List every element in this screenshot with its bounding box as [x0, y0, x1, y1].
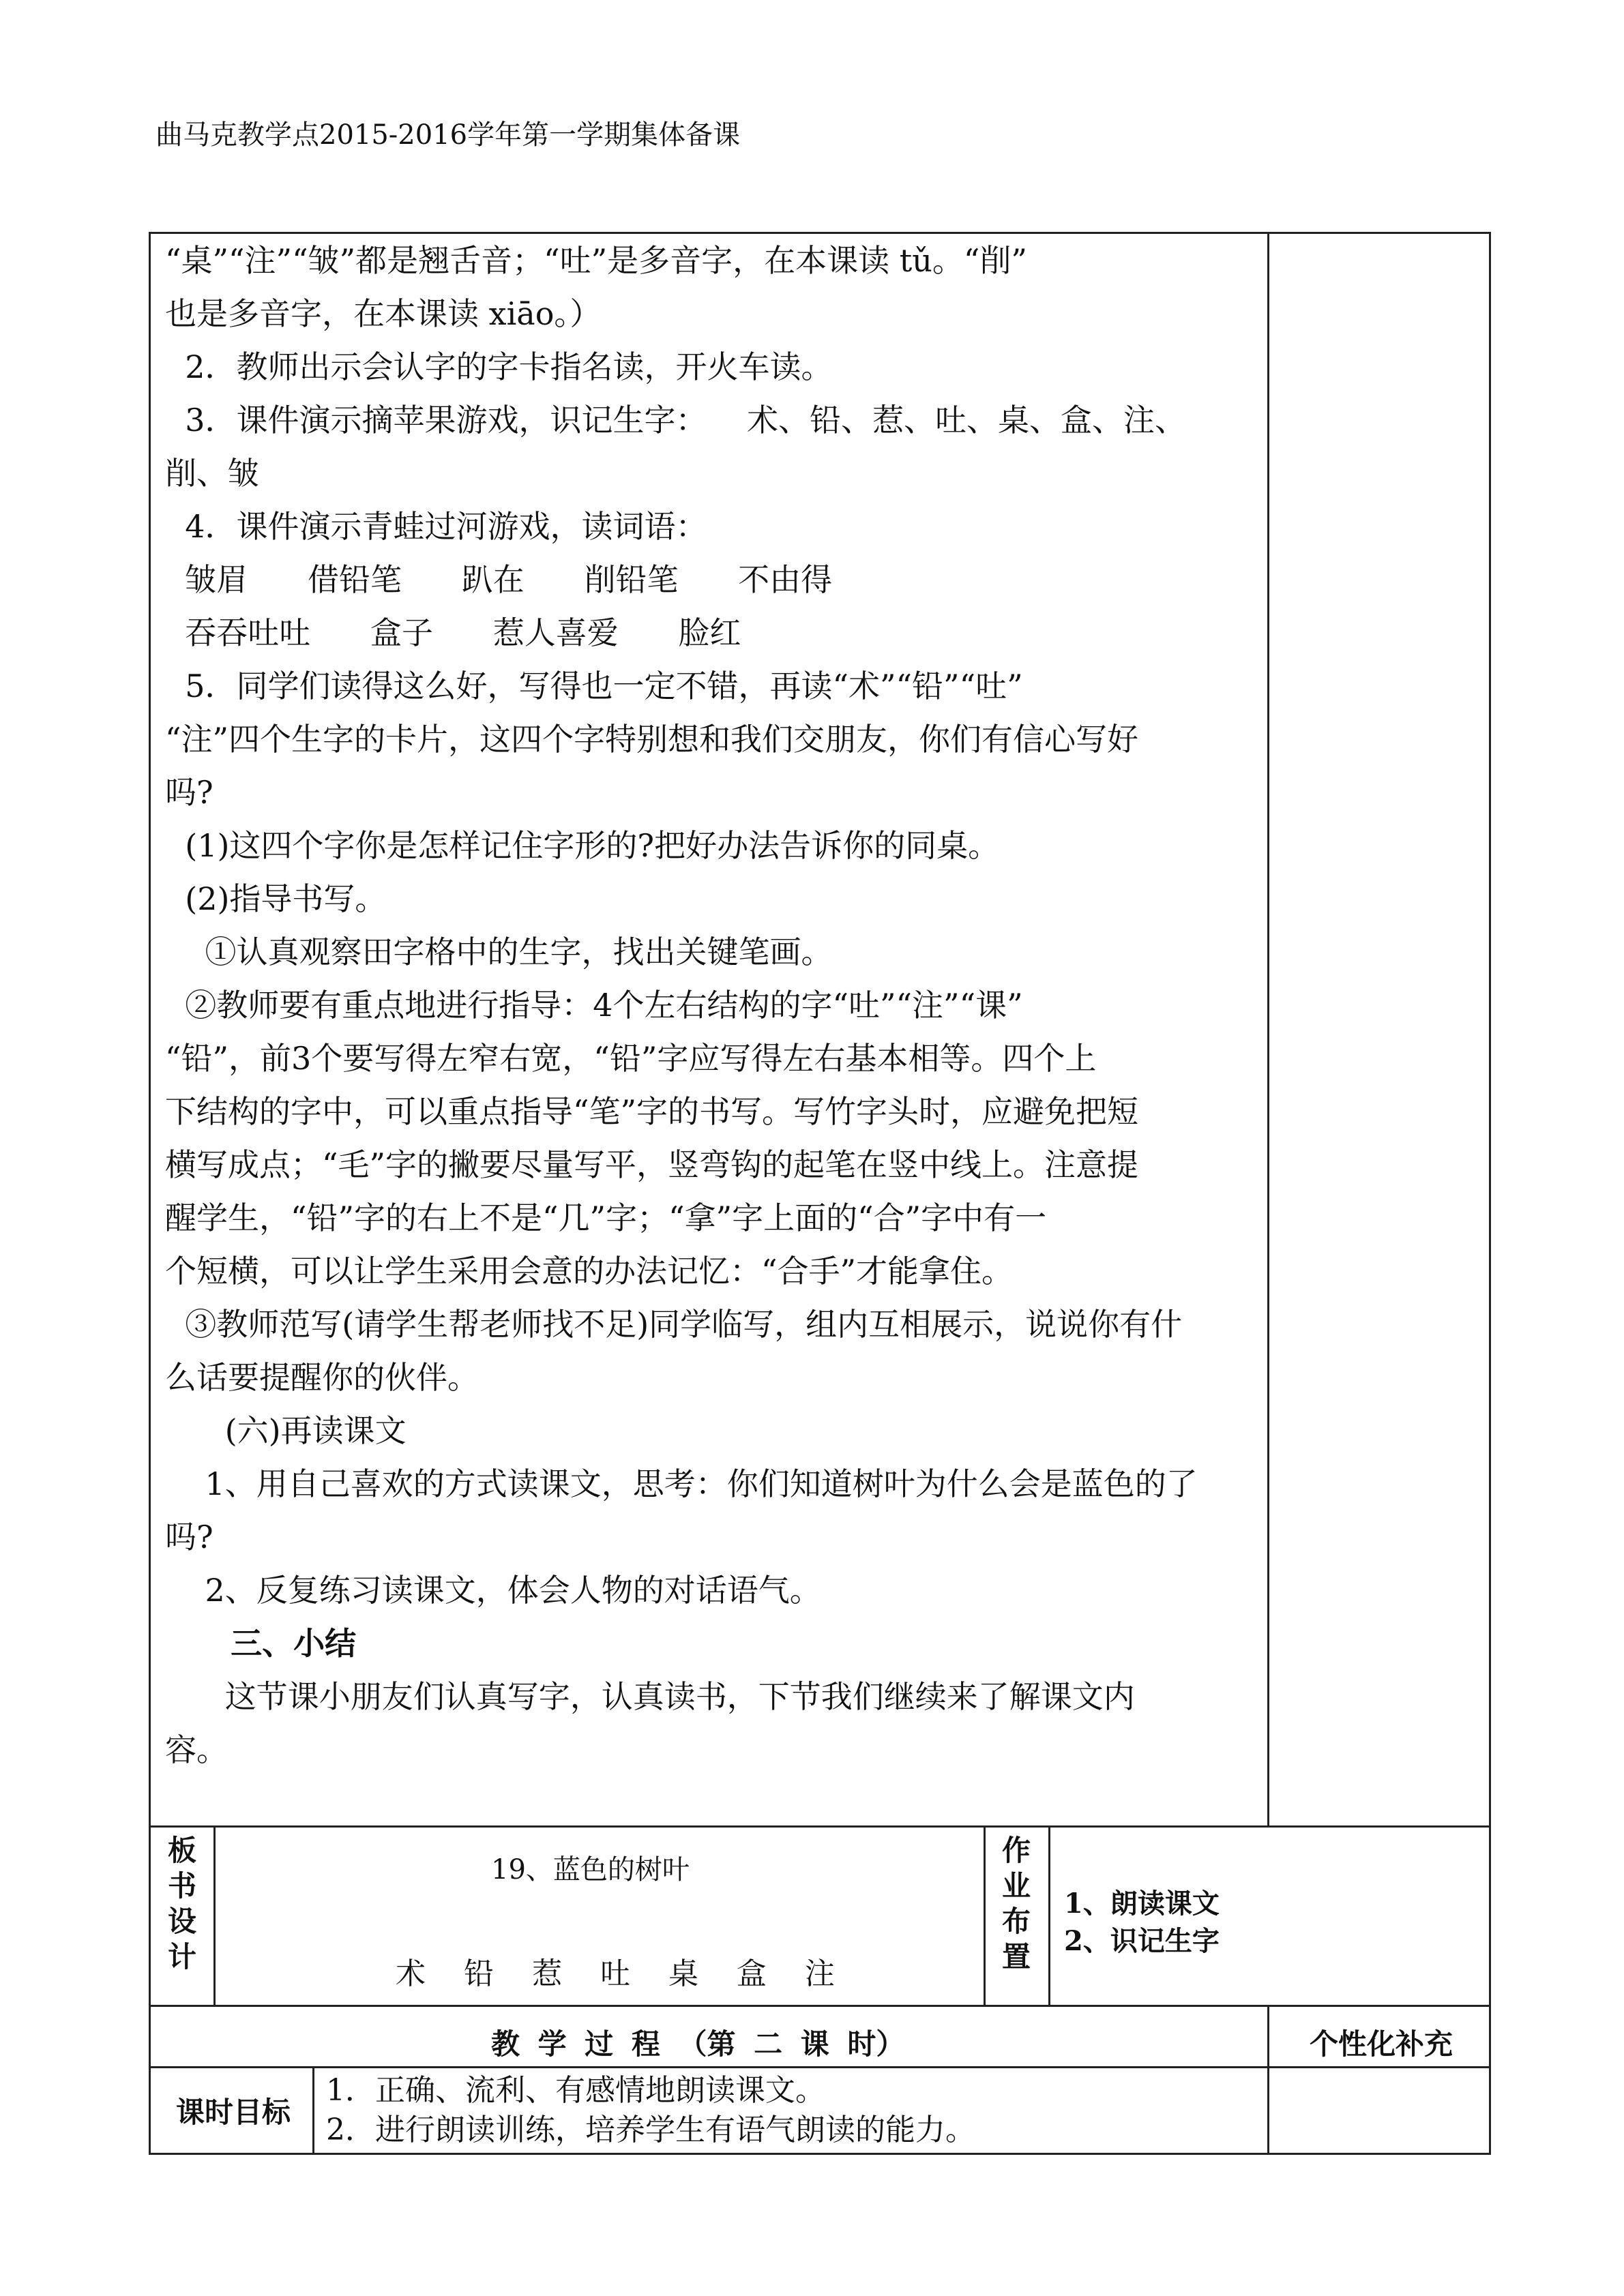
body-bottom-divider [149, 1825, 1491, 1828]
body-line: ③教师范写(请学生帮老师找不足)同学临写，组内互相展示，说说你有什 [165, 1306, 1183, 1343]
body-line: 横写成点；“毛”字的撇要尽量写平，竖弯钩的起笔在竖中线上。注意提 [165, 1146, 1139, 1183]
body-line: 吗? [165, 1519, 213, 1555]
body-line: 容。 [165, 1731, 228, 1768]
body-line: ①认真观察田字格中的生字，找出关键笔画。 [165, 934, 833, 970]
body-line: 5．同学们读得这么好，写得也一定不错，再读“术”“铅”“吐” [165, 668, 1023, 704]
board-title: 19、蓝色的树叶 [491, 1854, 690, 1885]
homework-label: 作 业 布 置 [1001, 1834, 1031, 1973]
body-line: 么话要提醒你的伙伴。 [165, 1359, 479, 1396]
board-row-bottom [149, 2005, 1491, 2007]
document-header: 曲马克教学点2015-2016学年第一学期集体备课 [156, 119, 741, 151]
board-right-divider [984, 1825, 986, 2005]
table-right-border [1489, 232, 1491, 2155]
body-line: 吞吞吐吐 盒子 惹人喜爱 脸红 [165, 614, 741, 651]
body-line: (2)指导书写。 [165, 880, 387, 917]
lesson-goal-label: 课时目标 [176, 2096, 291, 2129]
body-line: “铅”，前3个要写得左窄右宽，“铅”字应写得左右基本相等。四个上 [165, 1040, 1097, 1077]
teaching-process-title: 教 学 过 程 （第 二 课 时） [491, 2027, 905, 2061]
homework-item: 1、朗读课文 [1064, 1888, 1220, 1920]
body-line: (六)再读课文 [165, 1412, 407, 1449]
body-line: 吗? [165, 774, 213, 811]
supplement-column-divider [1267, 232, 1269, 1825]
body-line: 下结构的字中，可以重点指导“笔”字的书写。写竹字头时，应避免把短 [165, 1093, 1139, 1130]
table-bottom-border [149, 2153, 1491, 2155]
body-line: 1、用自己喜欢的方式读课文，思考：你们知道树叶为什么会是蓝色的了 [165, 1465, 1198, 1502]
body-line: (1)这四个字你是怎样记住字形的?把好办法告诉你的同桌。 [165, 827, 1000, 864]
process-row-divider [1267, 2005, 1269, 2155]
body-line: 个短横，可以让学生采用会意的办法记忆：“合手”才能拿住。 [165, 1253, 1014, 1289]
body-line: “桌”“注”“皱”都是翘舌音；“吐”是多音字，在本课读 tǔ。“削” [165, 242, 1027, 279]
board-characters: 术 铅 惹 吐 桌 盒 注 [396, 1956, 835, 1991]
body-line: 这节课小朋友们认真写字，认真读书，下节我们继续来了解课文内 [165, 1678, 1135, 1715]
body-line: ②教师要有重点地进行指导：4个左右结构的字“吐”“注”“课” [165, 987, 1023, 1024]
summary-heading: 三、小结 [165, 1625, 357, 1662]
homework-item: 2、识记生字 [1064, 1925, 1220, 1957]
board-design-label: 板 书 设 计 [167, 1834, 196, 1973]
body-line: 3．课件演示摘苹果游戏，识记生字： 术、铅、惹、吐、桌、盒、注、 [165, 402, 1186, 438]
lesson-goal: 2．进行朗读训练，培养学生有语气朗读的能力。 [326, 2113, 975, 2147]
table-left-border [149, 232, 151, 2155]
body-line: “注”四个生字的卡片，这四个字特别想和我们交朋友，你们有信心写好 [165, 721, 1139, 758]
body-line: 也是多音字，在本课读 xiāo。） [165, 295, 602, 332]
process-row-bottom [149, 2066, 1491, 2068]
body-line: 醒学生，“铅”字的右上不是“几”字；“拿”字上面的“合”字中有一 [165, 1199, 1047, 1236]
homework-label-divider [1048, 1825, 1050, 2005]
body-line: 削、皱 [165, 455, 259, 492]
body-line: 皱眉 借铅笔 趴在 削铅笔 不由得 [165, 561, 833, 598]
body-line: 4．课件演示青蛙过河游戏，读词语： [165, 508, 707, 545]
board-label-divider [213, 1825, 216, 2005]
body-line: 2．教师出示会认字的字卡指名读，开火车读。 [165, 348, 833, 385]
lesson-goal: 1．正确、流利、有感情地朗读课文。 [326, 2073, 825, 2108]
table-top-border [149, 232, 1491, 234]
body-line: 2、反复练习读课文，体会人物的对话语气。 [165, 1572, 821, 1609]
personalized-supplement-title: 个性化补充 [1310, 2027, 1453, 2061]
goal-label-divider [312, 2066, 314, 2155]
